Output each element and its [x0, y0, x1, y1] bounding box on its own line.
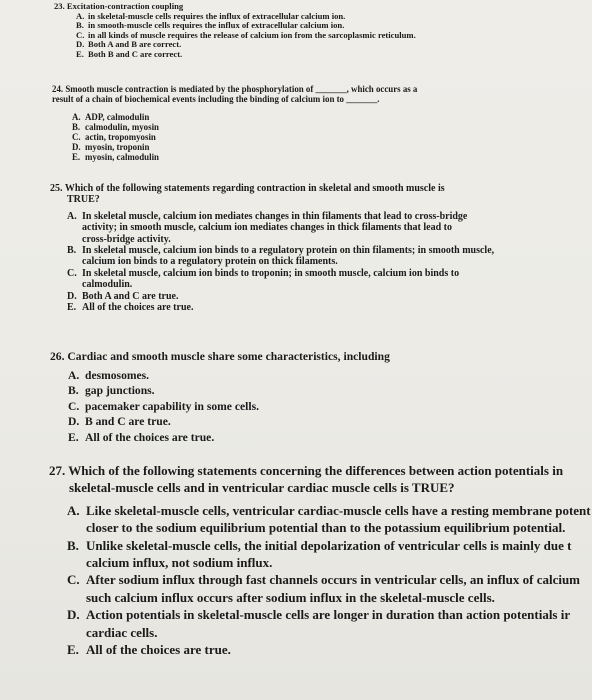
option-e[interactable]	[67, 641, 591, 658]
option-b[interactable]	[67, 537, 591, 572]
option-letter: B.	[76, 20, 84, 31]
option-text: calmodulin, myosin	[85, 122, 159, 132]
question-text-cont: TRUE?	[67, 194, 100, 206]
option-letter: E.	[67, 302, 77, 314]
option-letter: E.	[72, 152, 81, 162]
option-e[interactable]	[52, 152, 417, 162]
option-text: gap junctions.	[85, 384, 155, 398]
option-letter: C.	[67, 267, 77, 279]
option-text: Like skeletal-muscle cells, ventricular cardiac-muscle cells have a resting membrane potent	[86, 502, 591, 518]
option-letter: B.	[67, 245, 77, 257]
option-text-cont: activity; in smooth muscle, calcium ion mediates changes in thick filaments that lead to	[82, 222, 452, 234]
option-text: All of the choices are true.	[86, 642, 231, 658]
question-23	[54, 2, 416, 60]
option-text: After sodium influx through fast channels occurs in ventricular cells, an influx of calcium	[86, 572, 581, 588]
option-text: in all kinds of muscle requires the release of calcium ion from the sarcoplasmic reticulum.	[88, 29, 416, 40]
question-24	[52, 84, 417, 162]
option-text: actin, tropomyosin	[85, 132, 156, 142]
option-letter: E.	[68, 430, 79, 444]
option-letter: D.	[76, 39, 85, 50]
option-a[interactable]	[67, 502, 591, 537]
option-c[interactable]	[67, 571, 591, 606]
option-text-cont: calcium influx, not sodium influx.	[86, 555, 273, 571]
question-25-stem	[50, 183, 494, 194]
question-text: Which of the following statements regarding contraction in skeletal and smooth muscle is	[64, 183, 445, 194]
option-text: Unlike skeletal-muscle cells, the initial depolarization of ventricular cells is mainly due t	[86, 537, 572, 553]
option-letter: A.	[67, 502, 80, 518]
option-text: In skeletal muscle, calcium ion binds to a regulatory protein on thin filaments; in smooth muscle,	[82, 245, 495, 257]
option-text-cont: cardiac cells.	[86, 624, 158, 640]
question-text: Excitation-contraction coupling	[66, 1, 184, 11]
option-text-cont: such calcium influx occurs after sodium influx in the skeletal-muscle cells.	[86, 589, 495, 605]
option-text: Both A and B are correct.	[88, 39, 182, 50]
option-d[interactable]	[67, 606, 591, 641]
option-text: myosin, calmodulin	[85, 152, 159, 162]
option-letter: C.	[72, 132, 81, 142]
option-e[interactable]	[50, 430, 390, 446]
option-text: in skeletal-muscle cells requires the influx of extracellular calcium ion.	[88, 10, 346, 21]
option-letter: C.	[76, 29, 85, 40]
question-27	[49, 462, 591, 658]
question-number: 23.	[54, 1, 65, 11]
option-text: B and C are true.	[85, 415, 171, 429]
option-letter: A.	[67, 210, 77, 222]
option-text: All of the choices are true.	[82, 302, 194, 314]
option-letter: A.	[76, 10, 85, 21]
option-letter: B.	[67, 537, 79, 553]
question-26	[50, 349, 390, 446]
option-text: Both A and C are true.	[82, 290, 179, 302]
option-letter: D.	[67, 290, 77, 302]
option-letter: E.	[76, 48, 84, 59]
option-letter: A.	[68, 368, 80, 382]
option-a[interactable]	[52, 112, 417, 122]
question-24-stem	[52, 84, 417, 94]
option-text-cont: calmodulin.	[82, 279, 133, 291]
option-text: All of the choices are true.	[85, 430, 215, 444]
question-number: 27.	[49, 463, 66, 478]
question-text: Smooth muscle contraction is mediated by the phosphorylation of _______, which occurs as a	[65, 84, 418, 94]
question-25	[50, 183, 494, 313]
option-d[interactable]	[50, 291, 494, 302]
question-number: 24.	[52, 84, 64, 94]
option-text: in smooth-muscle cells requires the influx of extracellular calcium ion.	[88, 20, 345, 31]
option-a[interactable]	[50, 368, 390, 384]
option-text: In skeletal muscle, calcium ion binds to troponin; in smooth muscle, calcium ion binds to	[82, 267, 460, 279]
option-d[interactable]	[52, 142, 417, 152]
option-text-cont: calcium ion binds to a regulatory protein on thick filaments.	[82, 256, 338, 268]
option-letter: D.	[67, 607, 80, 623]
question-number: 25.	[50, 183, 63, 194]
option-text: myosin, troponin	[85, 142, 150, 152]
option-c[interactable]	[50, 399, 390, 415]
option-letter: B.	[68, 384, 79, 398]
question-number: 26.	[50, 350, 65, 363]
option-b[interactable]	[52, 122, 417, 132]
option-letter: B.	[72, 122, 81, 132]
question-27-stem	[49, 462, 591, 479]
option-b[interactable]	[50, 383, 390, 399]
question-text: Which of the following statements concerning the differences between action potentials in	[68, 463, 564, 478]
option-text: ADP, calmodulin	[85, 112, 150, 122]
option-text: desmosomes.	[85, 368, 150, 382]
option-letter: A.	[72, 112, 81, 122]
option-letter: D.	[68, 415, 80, 429]
question-text: Cardiac and smooth muscle share some characteristics, including	[67, 350, 390, 363]
option-text: Both B and C are correct.	[88, 48, 183, 59]
option-text-cont: closer to the sodium equilibrium potential than to the potassium equilibrium potential.	[86, 520, 566, 536]
option-c[interactable]	[50, 268, 494, 291]
option-a[interactable]	[50, 211, 494, 245]
option-letter: C.	[67, 572, 80, 588]
option-letter: D.	[72, 142, 81, 152]
option-text: Action potentials in skeletal-muscle cells are longer in duration than action potentials ir	[86, 607, 571, 623]
question-26-stem	[50, 349, 390, 365]
option-e[interactable]	[54, 50, 416, 60]
option-e[interactable]	[50, 302, 494, 313]
option-b[interactable]	[50, 245, 494, 268]
option-letter: C.	[68, 399, 80, 413]
option-text: pacemaker capability in some cells.	[85, 399, 259, 413]
question-text-cont: skeletal-muscle cells and in ventricular cardiac muscle cells is TRUE?	[69, 480, 455, 496]
option-c[interactable]	[52, 132, 417, 142]
option-d[interactable]	[50, 414, 390, 430]
option-text: In skeletal muscle, calcium ion mediates changes in thin filaments that lead to cross-bridge	[82, 210, 468, 222]
option-letter: E.	[67, 642, 79, 658]
option-text-cont: cross-bridge activity.	[82, 233, 171, 245]
question-text-cont: result of a chain of biochemical events including the binding of calcium ion to _______.	[52, 94, 380, 104]
